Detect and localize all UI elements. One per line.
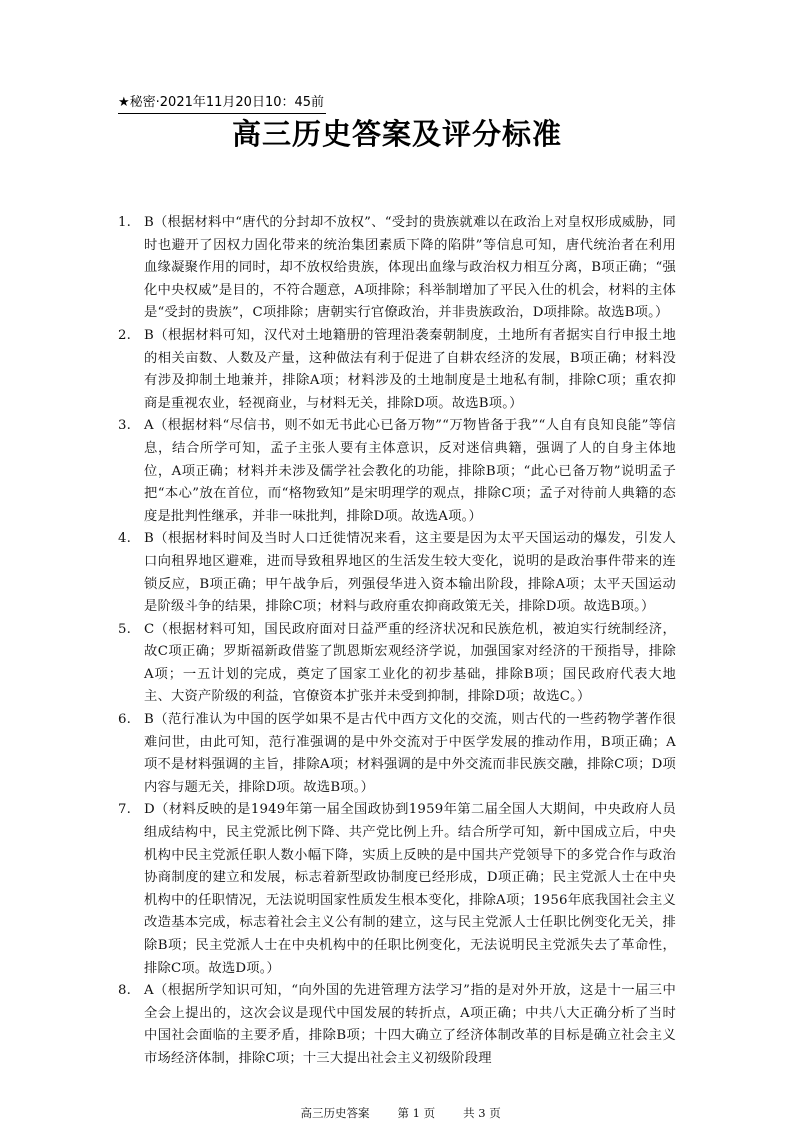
- answer-number: 1.: [118, 215, 132, 230]
- answer-text: D（材料反映的是1949年第一届全国政协到1959年第二届全国人大期间，中央政府人员组成结构中，民主党派比例下降、共产党比例上升。结合所学可知，新中国成立后，中央机构中民主党派任职人数小幅下降，实质上反映的是中国共产党领导下的多党合作与政治协商制度的建立和发展，标志着新型政协制度已经形成，D项正确；民主党派人士在中央机构中的任职情况，无法说明国家性质发生根本变化，排除A项；1956年底我国社会主义改造基本完成，标志着社会主义公有制的建立，这与民主党派人士任职比例变化无关，排除B项；民主党派人士在中央机构中的任职比例变化，无法说明民主党派失去了革命性，排除C项。故选D项。）: [144, 802, 676, 976]
- answer-text: C（根据材料可知，国民政府面对日益严重的经济状况和民族危机，被迫实行统制经济，故C项正确；罗斯福新政借鉴了凯恩斯宏观经济学说，加强国家对经济的干预指导，排除A项；一五计划的完成，奠定了国家工业化的初步基础，排除B项；国民政府代表大地主、大资产阶级的利益，官僚资本扩张并未受到抑制，排除D项；故选C。）: [144, 621, 676, 705]
- page-title: 高三历史答案及评分标准: [231, 117, 562, 151]
- answer-text: A（根据所学知识可知，“向外国的先进管理方法学习”指的是对外开放，这是十一届三中全会上提出的，这次会议是现代中国发展的转折点，A项正确；中共八大正确分析了当时中国社会面临的主要矛盾，排除B项；十四大确立了经济体制改革的目标是确立社会主义市场经济体制，排除C项；十三大提出社会主义初级阶段理: [144, 983, 676, 1066]
- answer-item-5: [118, 619, 676, 709]
- answer-number: 2.: [118, 327, 132, 343]
- footer-total-pages: 共 3 页: [463, 1106, 501, 1120]
- answer-list: [118, 212, 676, 1071]
- answer-number: 5.: [118, 621, 132, 637]
- answer-item-4: [118, 528, 676, 618]
- answer-text: B（根据材料时间及当时人口迁徙情况来看，这主要是因为太平天国运动的爆发，引发人口向租界地区避难，进而导致租界地区的生活发生较大变化，说明的是政治事件带来的连锁反应，B项正确；甲午战争后，列强侵华进入资本输出阶段，排除A项；太平天国运动是阶级斗争的结果，排除C项；材料与政府重农抑商政策无关，排除D项。故选B项。）: [144, 531, 676, 615]
- answer-item-1: [118, 212, 676, 325]
- answer-item-3: [118, 415, 676, 528]
- answer-text: B（根据材料可知，汉代对土地籍册的管理沿袭秦朝制度，土地所有者据实自行申报土地的相关亩数、人数及产量，这种做法有利于促进了自耕农经济的发展，B项正确；材料没有涉及抑制土地兼并，排除A项；材料涉及的土地制度是土地私有制，排除C项；重农抑商是重视农业，轻视商业，与材料无关，排除D项。故选B项。）: [144, 327, 676, 411]
- answer-number: 7.: [118, 802, 132, 818]
- answer-number: 6.: [118, 712, 132, 728]
- confidential-stamp: ★秘密·2021年11月20日10：45前: [118, 93, 326, 114]
- answer-item-7: [118, 799, 676, 980]
- answer-number: 3.: [118, 418, 132, 434]
- answer-number: 4.: [118, 531, 132, 547]
- answer-number: 8.: [118, 983, 132, 999]
- answer-text: B（范行准认为中国的医学如果不是古代中西方文化的交流，则古代的一些药物学著作很难问世，由此可知，范行准强调的是中外交流对于中医学发展的推动作用，B项正确；A项不是材料强调的主旨，排除A项；材料强调的是中外交流而非民族交融，排除C项；D项内容与题无关，排除D项。故选B项。）: [144, 712, 676, 795]
- footer-page-number: 第 1 页: [397, 1106, 436, 1120]
- answer-item-2: [118, 325, 676, 415]
- page-footer: [0, 1091, 794, 1121]
- answer-item-8: [118, 980, 676, 1070]
- answer-text: B（根据材料中“唐代的分封却不放权”、“受封的贵族就难以在政治上对皇权形成威胁，同时也避开了因权力固化带来的统治集团素质下降的陷阱”等信息可知，唐代统治者在利用血缘凝聚作用的同时，却不放权给贵族，体现出血缘与政治权力相互分离，B项正确；“强化中央权威”是目的，不符合题意，A项排除；科举制增加了平民入仕的机会，材料的主体是“受封的贵族”，C项排除；唐朝实行官僚政治，并非贵族政治，D项排除。故选B项。）: [144, 215, 676, 321]
- footer-doc-name: 高三历史答案: [300, 1106, 370, 1120]
- answer-item-6: [118, 709, 676, 799]
- answer-text: A（根据材料“尽信书，则不如无书此心已备万物”“万物皆备于我”“人自有良知良能”等信息，结合所学可知，孟子主张人要有主体意识，反对迷信典籍，强调了人的自身主体地位，A项正确；材料并未涉及儒学社会教化的功能，排除B项；“此心已备万物”说明孟子把“本心”放在首位，而“格物致知”是宋明理学的观点，排除C项；孟子对待前人典籍的态度是批判性继承，并非一味批判，排除D项。故选A项。）: [144, 418, 676, 524]
